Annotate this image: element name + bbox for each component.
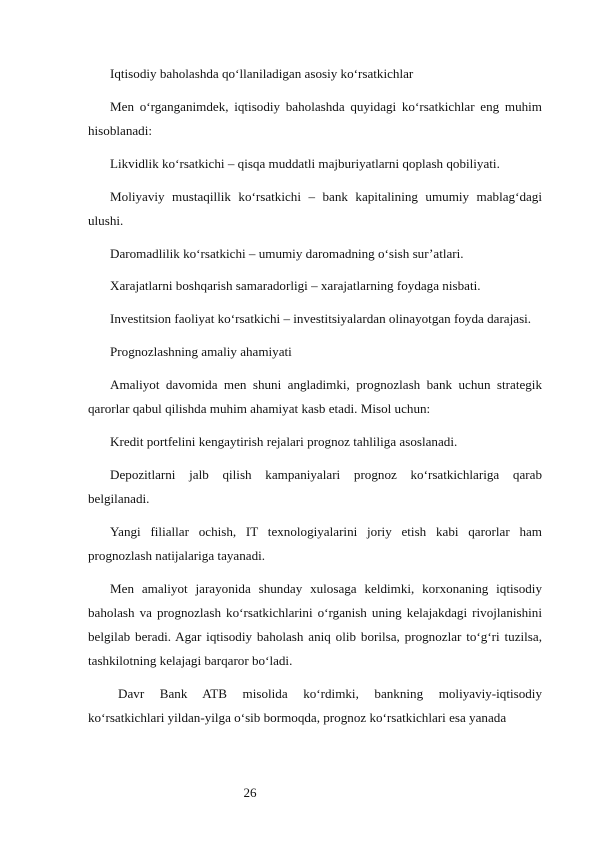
paragraph-intro: Men o‘rganganimdek, iqtisodiy baholashda quyidagi ko‘rsatkichlar eng muhim hisoblanadi:	[88, 98, 542, 138]
section-heading-indicators: Iqtisodiy baholashda qo‘llaniladigan asosiy ko‘rsatkichlar	[110, 66, 414, 81]
paragraph-liquidity: Likvidlik ko‘rsatkichi – qisqa muddatli majburiyatlarni qoplash qobiliyati.	[110, 155, 500, 171]
section-heading-forecasting: Prognozlashning amaliy ahamiyati	[110, 343, 292, 359]
paragraph-deposits: Depozitlarni jalb qilish kampaniyalari prognoz ko‘rsatkichlariga qarab belgilanadi.	[88, 466, 542, 506]
paragraph-conclusion: Men amaliyot jarayonida shunday xulosaga keldimki, korxonaning iqtisodiy baholash va prognozlash ko‘rsatkichlarini o‘rganish uning kelajakdagi rivojlanishini belgilab beradi. Agar iqtisodiy baholash aniq olib borilsa, prognozlar to‘g‘ri tuzilsa, tashkilotning kelajagi barqaror bo‘ladi.	[88, 580, 542, 669]
paragraph-profitability: Daromadlilik ko‘rsatkichi – umumiy daromadning o‘sish sur’atlari.	[110, 245, 464, 261]
paragraph-investment-activity: Investitsion faoliyat ko‘rsatkichi – investitsiyalardan olinayotgan foyda darajasi.	[110, 311, 532, 327]
paragraph-financial-independence: Moliyaviy mustaqillik ko‘rsatkichi – bank kapitalining umumiy mablag‘dagi ulushi.	[88, 188, 542, 228]
paragraph-practice: Amaliyot davomida men shuni angladimki, prognozlash bank uchun strategik qarorlar qabul qilishda muhim ahamiyat kasb etadi. Misol uchun:	[88, 376, 542, 416]
page-number: 26	[243, 785, 257, 800]
paragraph-new-branches: Yangi filiallar ochish, IT texnologiyalarini joriy etish kabi qarorlar ham prognozlash natijalariga tayanadi.	[88, 523, 542, 563]
paragraph-cost-management: Xarajatlarni boshqarish samaradorligi – xarajatlarning foydaga nisbati.	[110, 278, 481, 294]
paragraph-davr-bank: Davr Bank ATB misolida ko‘rdimki, bankning moliyaviy-iqtisodiy ko‘rsatkichlari yildan-yilga o‘sib bormoqda, prognoz ko‘rsatkichlari esa yanada	[88, 685, 542, 726]
paragraph-credit-portfolio: Kredit portfelini kengaytirish rejalari prognoz tahliliga asoslanadi.	[110, 433, 458, 449]
page-body	[88, 62, 542, 739]
